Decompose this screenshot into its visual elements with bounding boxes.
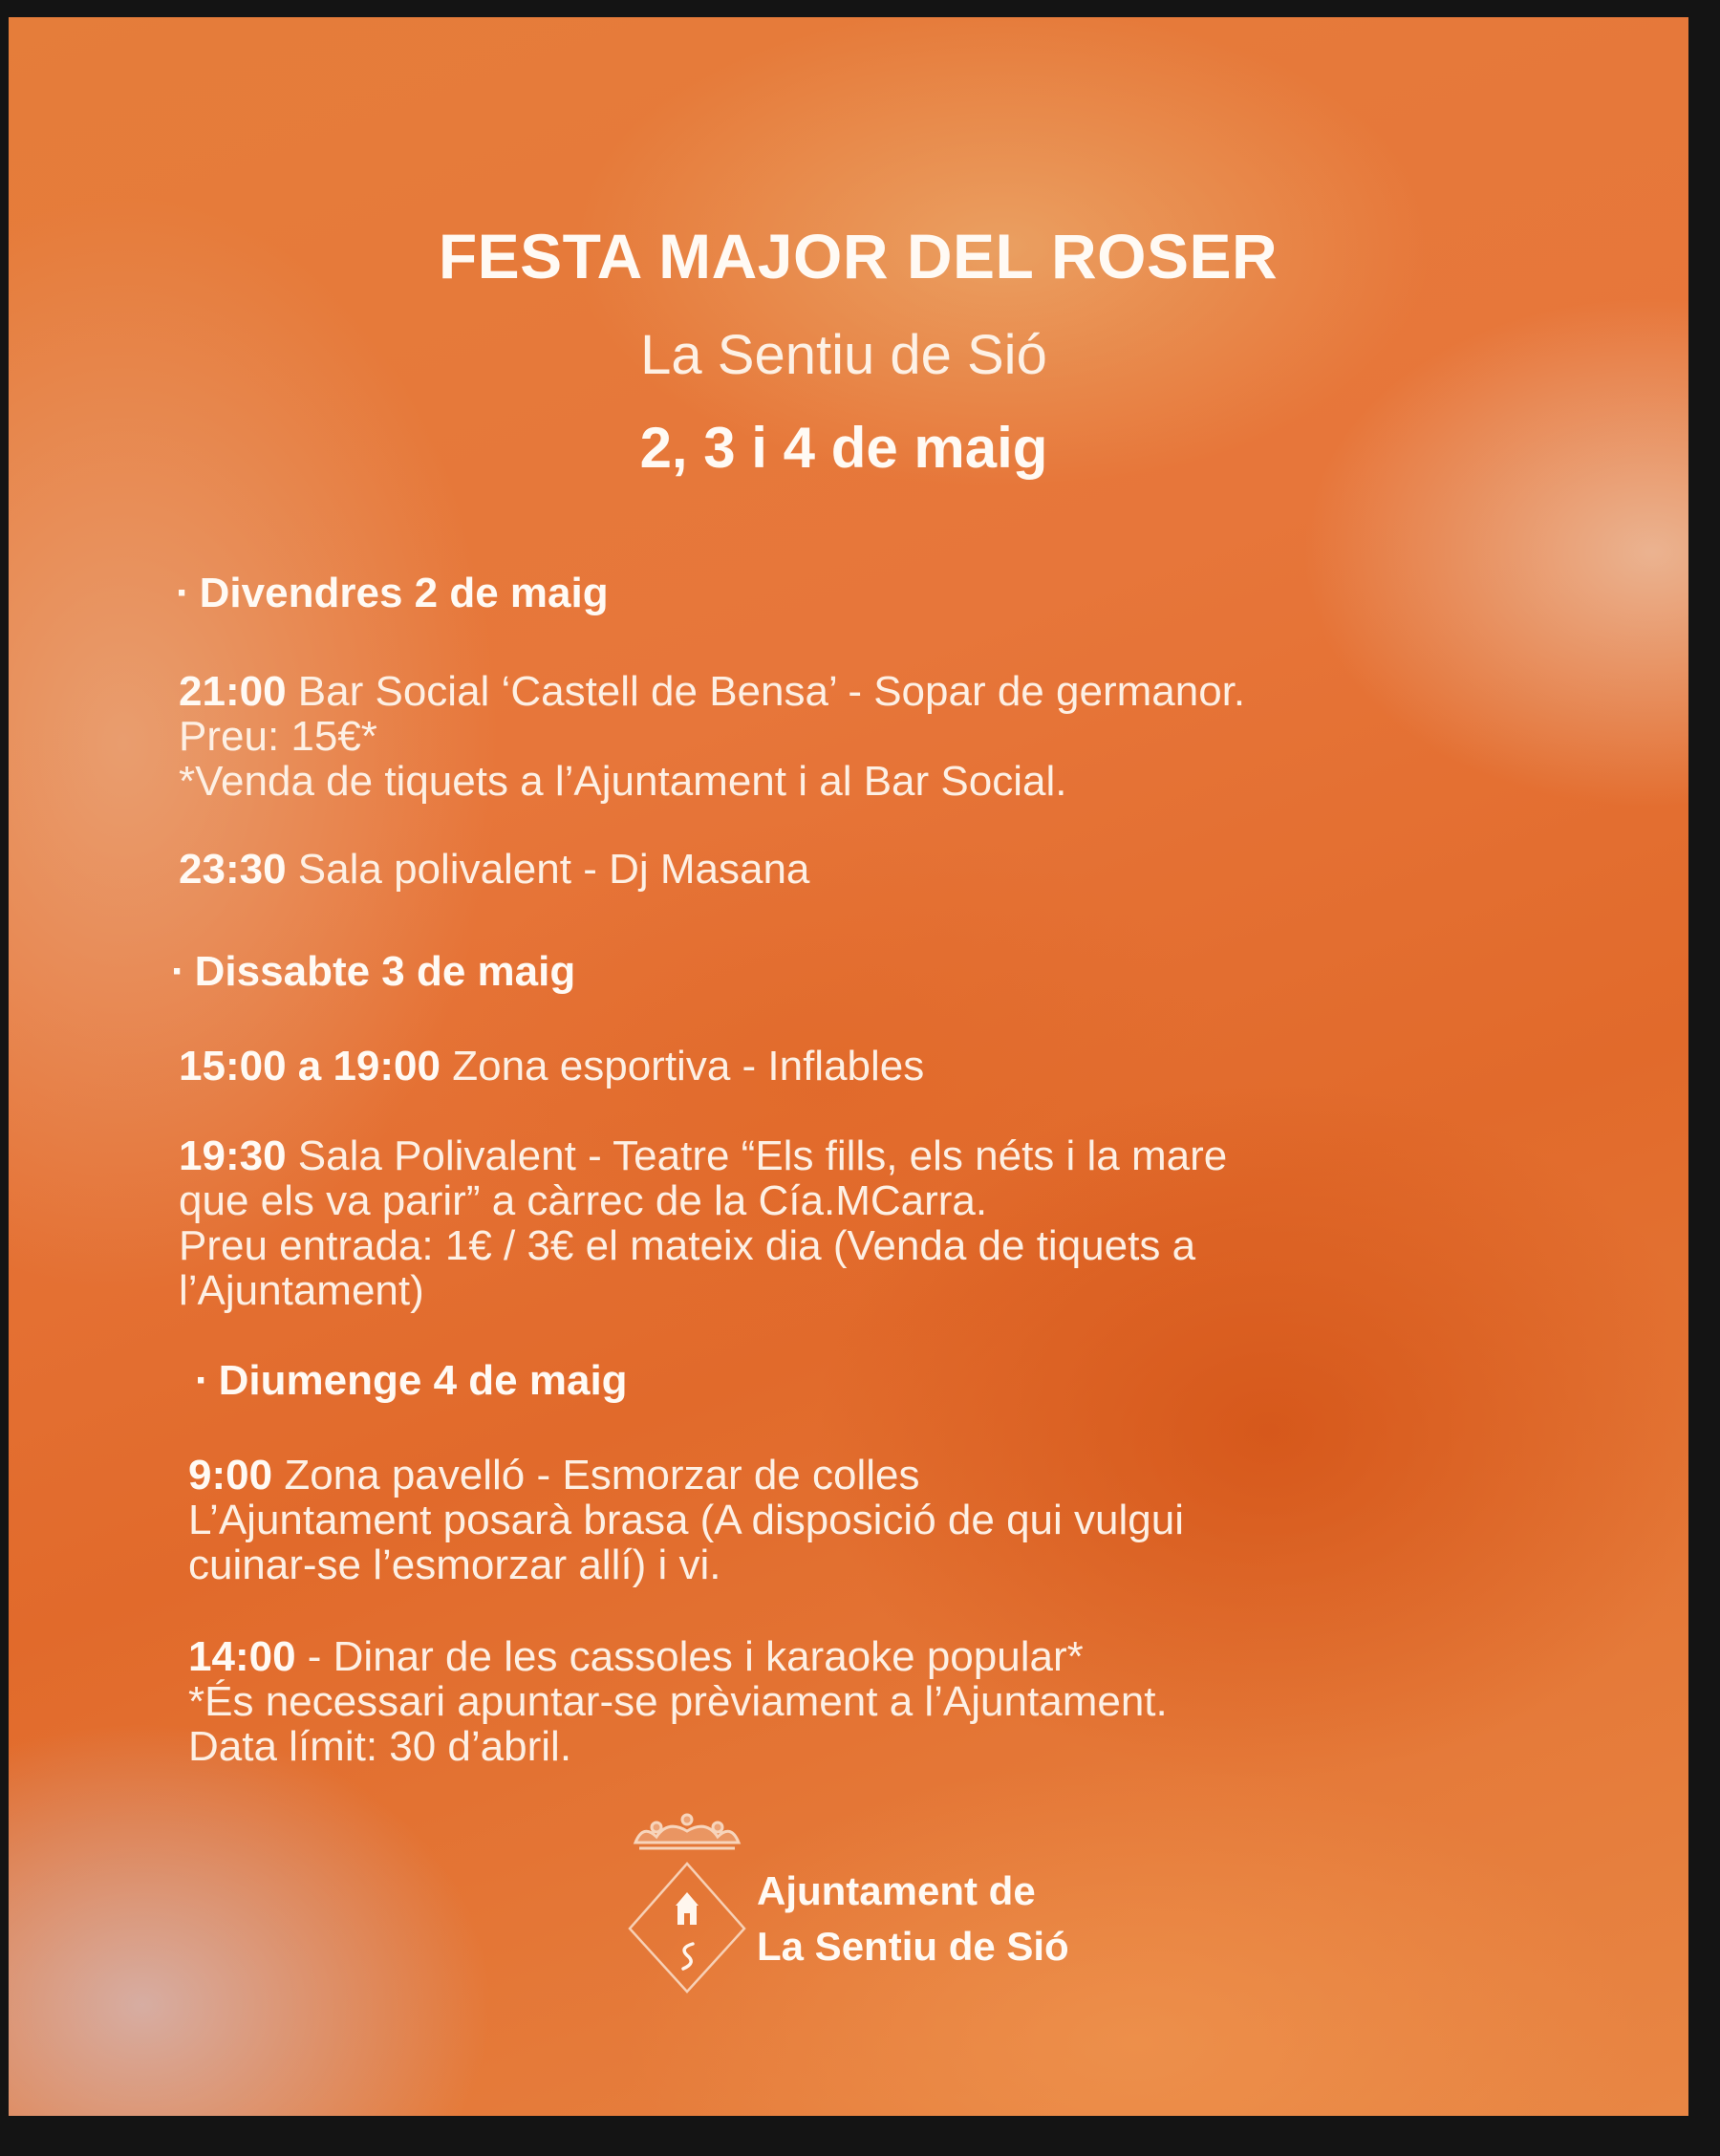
event-detail: Data límit: 30 d’abril.: [188, 1723, 572, 1770]
event-time: 19:30: [179, 1132, 287, 1179]
bullet-icon: ·: [195, 1357, 209, 1404]
event-time: 21:00: [179, 668, 287, 715]
event-item: [188, 1634, 1526, 1769]
event-text: Sala polivalent - Dj Masana: [297, 846, 810, 893]
event-item: [179, 847, 1516, 892]
event-text: Zona esportiva - Inflables: [452, 1043, 925, 1089]
day-heading-friday: [176, 570, 609, 617]
org-line-1: Ajuntament de: [757, 1868, 1036, 1913]
poster-place: La Sentiu de Sió: [640, 324, 1047, 386]
day-heading-sunday: [195, 1357, 628, 1405]
event-text: Sala Polivalent - Teatre “Els fills, els néts i la mare: [297, 1132, 1228, 1179]
event-detail: cuinar-se l’esmorzar allí) i vi.: [188, 1542, 721, 1588]
bullet-icon: ·: [171, 948, 185, 995]
event-time: 14:00: [188, 1633, 296, 1680]
event-item: [179, 1133, 1516, 1313]
bullet-icon: ·: [176, 570, 190, 616]
event-time: 9:00: [188, 1452, 273, 1498]
event-text: Zona pavelló - Esmorzar de colles: [284, 1452, 920, 1498]
event-item: [179, 669, 1516, 804]
event-line: [188, 1453, 1526, 1498]
event-time: 15:00 a 19:00: [179, 1043, 441, 1089]
event-detail: Preu entrada: 1€ / 3€ el mateix dia (Venda de tiquets a: [179, 1222, 1196, 1269]
event-detail: l’Ajuntament): [179, 1267, 424, 1314]
event-detail: *Venda de tiquets a l’Ajuntament i al Bar Social.: [179, 758, 1067, 805]
municipality-name: [757, 1864, 1069, 1974]
day-label: Divendres 2 de maig: [199, 570, 609, 616]
event-detail: que els va parir” a càrrec de la Cía.MCarra.: [179, 1177, 988, 1224]
event-detail: L’Ajuntament posarà brasa (A disposició de qui vulgui: [188, 1497, 1184, 1543]
day-label: Diumenge 4 de maig: [218, 1357, 628, 1404]
event-line: [179, 669, 1516, 714]
event-item: [188, 1453, 1526, 1587]
day-label: Dissabte 3 de maig: [194, 948, 576, 995]
event-time: 23:30: [179, 846, 287, 893]
event-detail: Preu: 15€*: [179, 713, 377, 760]
event-line: [179, 847, 1516, 892]
event-line: [179, 1133, 1516, 1178]
poster: [9, 17, 1688, 2116]
event-line: [179, 1044, 1516, 1089]
event-text: Bar Social ‘Castell de Bensa’ - Sopar de germanor.: [297, 668, 1246, 715]
poster-dates: 2, 3 i 4 de maig: [639, 416, 1048, 480]
coat-of-arms-icon: [601, 1804, 773, 2005]
event-item: [179, 1044, 1516, 1089]
day-heading-saturday: [171, 948, 575, 996]
event-line: [188, 1634, 1526, 1679]
event-detail: *És necessari apuntar-se prèviament a l’Ajuntament.: [188, 1678, 1168, 1725]
poster-title: FESTA MAJOR DEL ROSER: [438, 221, 1279, 291]
org-line-2: La Sentiu de Sió: [757, 1924, 1069, 1969]
event-text: - Dinar de les cassoles i karaoke popular*: [307, 1633, 1084, 1680]
